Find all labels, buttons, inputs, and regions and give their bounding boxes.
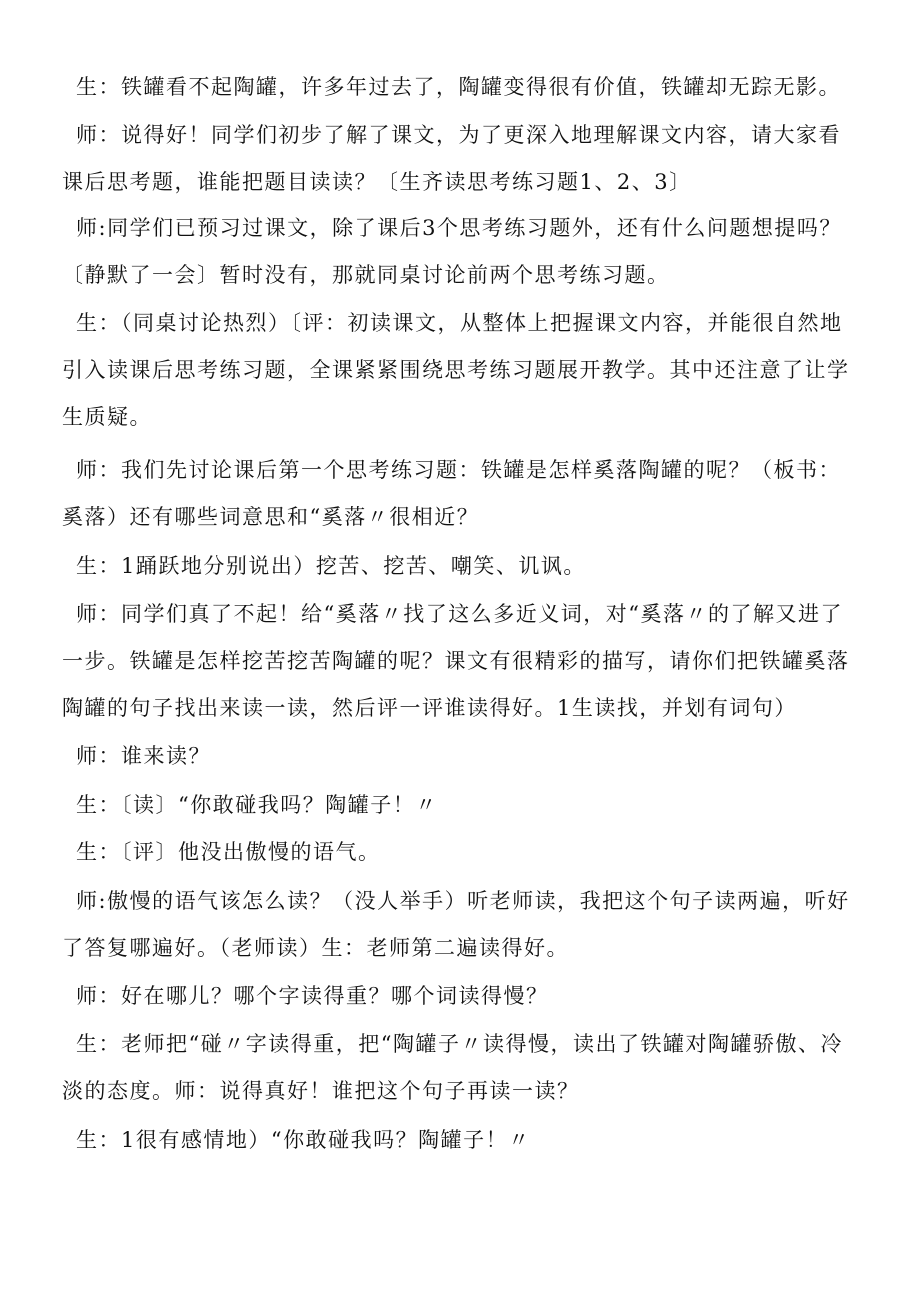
paragraph-4: 生：（同桌讨论热烈）〔评：初读课文，从整体上把握课文内容，并能很自然地引入读课后思考练习题，全课紧紧围绕思考练习题展开教学。其中还注意了让学生质疑。 [62,311,850,429]
paragraph-7: 师：同学们真了不起！给“奚落〃找了这么多近义词，对“奚落〃的了解又进了一步。铁罐是怎样挖苦挖苦陶罐的呢？课文有很精彩的描写，请你们把铁罐奚落陶罐的句子找出来读一读，然后评一评谁读得好。1生读找，并划有词句） [62,602,850,720]
paragraph-14: 生：1很有感情地）“你敢碰我吗？陶罐子！〃 [76,1128,531,1152]
paragraph-9: 生：〔读〕“你敢碰我吗？陶罐子！〃 [76,793,438,817]
paragraph-13: 生：老师把“碰〃字读得重，把“陶罐子〃读得慢，读出了铁罐对陶罐骄傲、冷淡的态度。师：说得真好！谁把这个句子再读一读？ [62,1032,843,1103]
paragraph-11: 师:傲慢的语气该怎么读？（没人举手）听老师读，我把这个句子读两遍，听好了答复哪遍好。（老师读）生：老师第二遍读得好。 [62,889,850,960]
paragraph-2: 师：说得好！同学们初步了解了课文，为了更深入地理解课文内容，请大家看课后思考题，谁能把题目读读？〔生齐读思考练习题1、2、3〕 [62,123,841,194]
paragraph-6: 生：1踊跃地分别说出）挖苦、挖苦、嘲笑、讥讽。 [76,554,586,578]
paragraph-12: 师：好在哪儿？哪个字读得重？哪个词读得慢？ [76,984,549,1008]
paragraph-10: 生：〔评〕他没出傲慢的语气。 [76,840,381,864]
paragraph-5: 师：我们先讨论课后第一个思考练习题：铁罐是怎样奚落陶罐的呢？（板书：奚落）还有哪些词意思和“奚落〃很相近？ [62,458,841,529]
paragraph-8: 师：谁来读？ [76,744,211,768]
paragraph-3: 师:同学们已预习过课文，除了课后3个思考练习题外，还有什么问题想提吗？〔静默了一会〕暂时没有，那就同桌讨论前两个思考练习题。 [62,216,842,287]
paragraph-1: 生：铁罐看不起陶罐，许多年过去了，陶罐变得很有价值，铁罐却无踪无影。 [76,75,841,99]
